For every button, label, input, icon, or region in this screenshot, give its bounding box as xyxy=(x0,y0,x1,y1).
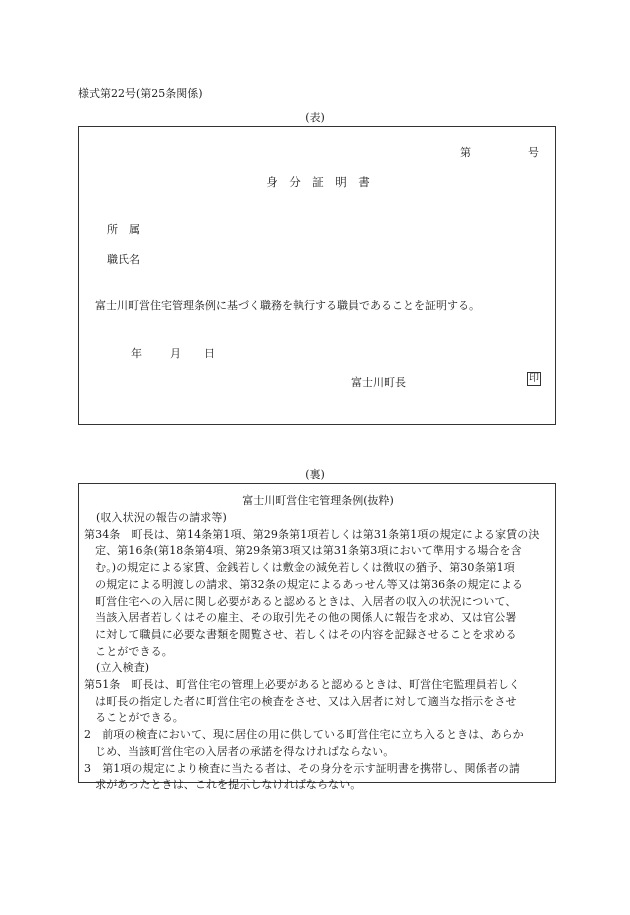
excerpt-line: 求があったときは、これを提示しなければならない。 xyxy=(84,778,362,792)
affiliation-label: 所 属 xyxy=(107,223,140,236)
back-side-label: (裏) xyxy=(305,468,325,481)
certification-statement: 富士川町営住宅管理条例に基づく職務を執行する職員であることを証明する。 xyxy=(95,299,480,312)
certificate-front xyxy=(78,126,556,425)
seal-stamp: 印 xyxy=(529,373,539,384)
number-prefix: 第 xyxy=(460,146,471,159)
excerpt-line: ることができる。 xyxy=(84,711,184,725)
date-day-label: 日 xyxy=(204,347,215,360)
date-month-label: 月 xyxy=(170,347,181,360)
number-suffix: 号 xyxy=(528,146,539,159)
name-label: 職氏名 xyxy=(107,253,140,266)
certificate-back xyxy=(78,483,556,792)
ordinance-heading: 富士川町営住宅管理条例(抜粋) xyxy=(242,494,394,507)
excerpt-line: は町長の指定した者に町営住宅の検査をさせ、又は入居者に対して適当な指示をさせ xyxy=(84,694,517,708)
excerpt-line: 第51条 町長は、町営住宅の管理上必要があると認めるときは、町営住宅監理員若しく xyxy=(84,678,520,691)
excerpt-line: 3 第1項の規定により検査に当たる者は、その身分を示す証明書を携帯し、関係者の請 xyxy=(84,761,520,775)
excerpt-line: じめ、当該町営住宅の入居者の承諾を得なければならない。 xyxy=(84,744,395,758)
excerpt-line: 定、第16条(第18条第4項、第29条第3項又は第31条第3項において準用する場合を含 xyxy=(84,544,522,558)
excerpt-line: の規定による明渡しの請求、第32条の規定によるあっせん等又は第36条の規定による xyxy=(84,577,523,591)
excerpt-line: に対して職員に必要な書類を閲覧させ、若しくはその内容を記録させることを求める xyxy=(84,627,517,641)
excerpt-line: む。)の規定による家賃、金銭若しくは敷金の減免若しくは徴収の猶予、第30条第1項 xyxy=(84,561,515,575)
excerpt-line: 町営住宅への入居に関し必要があると認めるときは、入居者の収入の状況について、 xyxy=(84,594,517,608)
excerpt-line: ことができる。 xyxy=(84,644,173,658)
front-side-label: (表) xyxy=(305,111,325,124)
form-identifier: 様式第22号(第25条関係) xyxy=(78,87,203,100)
excerpt-line: 当該入居者若しくはその雇主、その取引先その他の関係人に報告を求め、又は官公署 xyxy=(84,611,517,625)
excerpt-line: 2 前項の検査において、現に居住の用に供している町営住宅に立ち入るときは、あらか xyxy=(84,728,524,742)
excerpt-line: 第34条 町長は、第14条第1項、第29条第1項若しくは第31条第1項の規定による家賃の決 xyxy=(84,527,540,541)
excerpt-line: (立入検査) xyxy=(96,661,150,675)
issuer-name: 富士川町長 xyxy=(351,376,406,389)
excerpt-line: (収入状況の報告の請求等) xyxy=(96,511,227,524)
certificate-title: 身 分 証 明 書 xyxy=(266,175,370,189)
date-year-label: 年 xyxy=(131,347,142,360)
